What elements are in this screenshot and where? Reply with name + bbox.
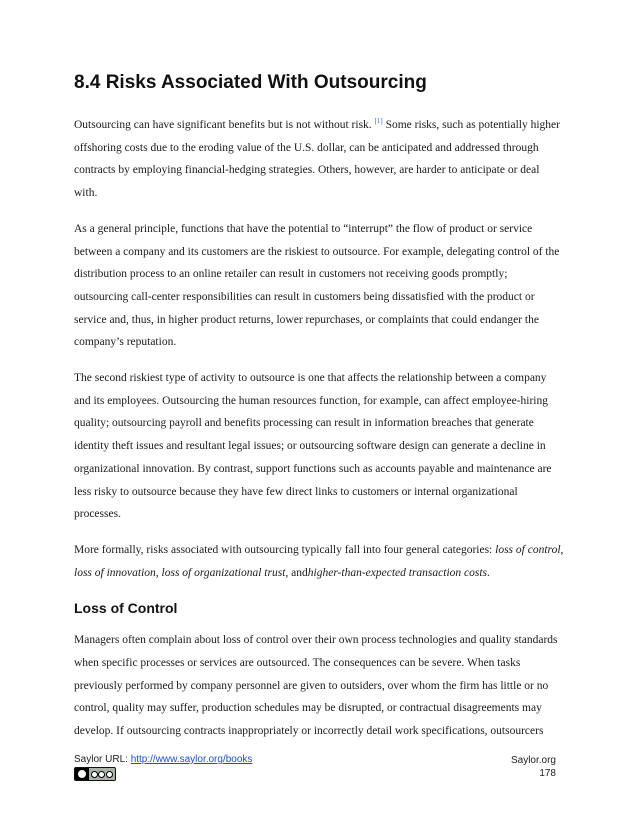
footer-site: Saylor.org [510, 755, 556, 766]
body-text [74, 114, 564, 756]
footer-source-link[interactable]: http://www.saylor.org/books [130, 754, 253, 765]
paragraph-1-text-b: Some risks, such as potentially higher offshoring costs due to the eroding value of the U.S. dollar, can be anticipated and addressed through contracts by employing financial-hedging strategies. Others, however, are harder to anticipate or deal with. [74, 119, 560, 200]
page-number: 178 [539, 768, 556, 779]
category-loss-of-control: loss of control [495, 543, 561, 556]
paragraph-2: As a general principle, functions that have the potential to “interrupt” the flow of product or service between a company and its customers are the riskiest to outsource. For example, delegating control of the distribution process to an online retailer can result in customers not receiving goods promptly; outsourcing call-center responsibilities can result in customers being dissatisfied with the product or service and, thus, in higher product returns, lower repurchases, or complaints that could endanger the company’s reputation. [74, 222, 560, 349]
paragraph-4 [74, 539, 564, 584]
footer-source [74, 754, 252, 765]
license-terms-icons [89, 771, 115, 778]
subheading-loss-of-control: Loss of Control [74, 600, 178, 617]
category-loss-of-trust: loss of organizational trust [161, 566, 286, 579]
paragraph-1 [74, 114, 564, 205]
separator: , and [285, 566, 308, 579]
period: . [487, 566, 490, 579]
paragraph-4-intro: More formally, risks associated with outsourcing typically fall into four general categories: [74, 543, 496, 556]
category-loss-of-innovation: loss of innovation [74, 566, 156, 579]
paragraph-1-text-a: Outsourcing can have significant benefits but is not without risk. [74, 119, 375, 131]
footnote-ref[interactable]: [1] [374, 117, 383, 126]
paragraph-5: Managers often complain about loss of control over their own process technologies and quality standards when specific processes or services are outsourced. The consequences can be severe. When tasks previously performed by company personnel are given to outsiders, over whom the firm has little or no control, quality may suffer, production schedules may be disrupted, or contractual disagreements may develop. If outsourcing contracts inappropriately or incorrectly detail work specifications, outsourcers [74, 634, 558, 738]
paragraph-3: The second riskiest type of activity to outsource is one that affects the relationship between a company and its employees. Outsourcing the human resources function, for example, can affect employee-hiring quality; outsourcing payroll and benefits processing can result in information breaches that generate identity theft issues and resultant legal issues; or outsourcing software design can generate a decline in organizational innovation. By contrast, support functions such as accounts payable and maintenance are less risky to outsource because they have few direct links to customers or internal organizational processes. [74, 372, 552, 521]
footer-right [511, 754, 556, 780]
category-transaction-costs: higher-than-expected transaction costs [307, 566, 488, 579]
creative-commons-license-icon[interactable] [74, 767, 116, 781]
footer-source-label: Saylor URL: [74, 754, 131, 765]
section-title: 8.4 Risks Associated With Outsourcing [74, 72, 427, 93]
cc-logo-icon [75, 767, 89, 781]
separator: , [155, 566, 162, 579]
separator: , [560, 543, 564, 556]
